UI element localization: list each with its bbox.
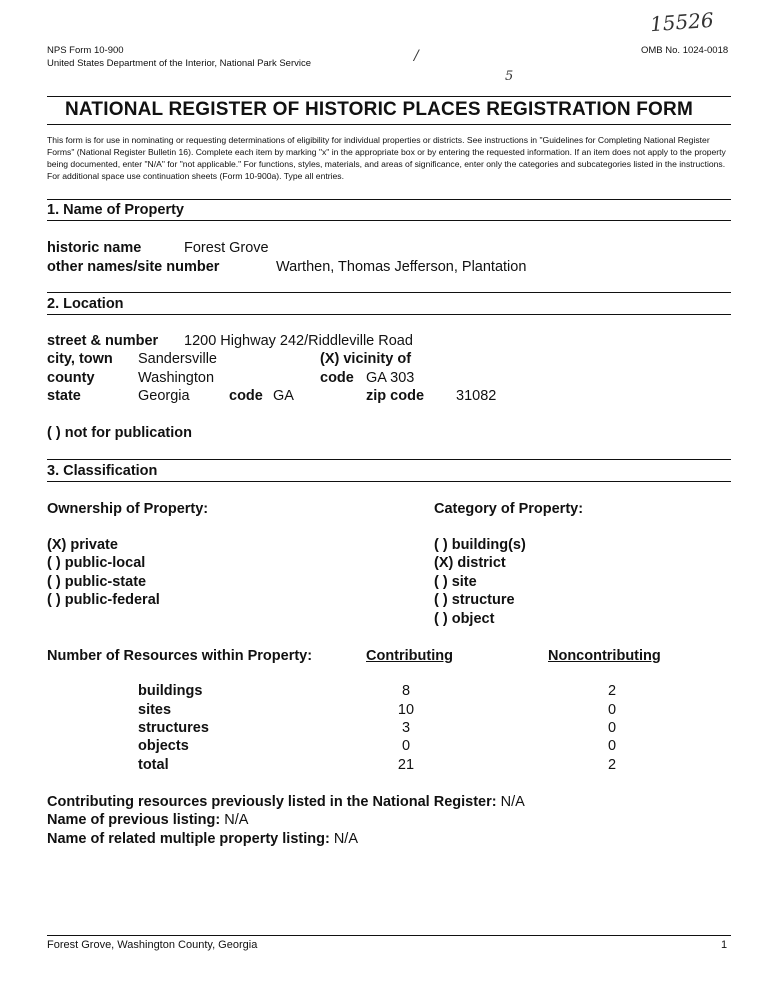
ownership-mark: (X)	[47, 537, 67, 553]
noncontributing-count: 2	[607, 757, 617, 773]
previously-listed-line	[47, 794, 525, 810]
category-heading: Category of Property:	[434, 501, 584, 517]
zip-label: zip code	[366, 388, 425, 404]
category-object	[434, 611, 494, 627]
vicinity-of: (X) vicinity of	[320, 351, 412, 367]
noncontributing-header: Noncontributing	[548, 648, 661, 664]
category-label: structure	[451, 592, 515, 608]
footer-property-name: Forest Grove, Washington County, Georgia	[47, 939, 258, 951]
previously-listed-label: Contributing resources previously listed in the National Register:	[47, 794, 497, 810]
noncontributing-count: 0	[607, 702, 617, 718]
county-label: county	[47, 370, 95, 386]
page-number: 1	[721, 939, 728, 951]
previous-listing-line	[47, 812, 248, 828]
footer-rule	[47, 935, 731, 936]
category-buildings	[434, 537, 526, 553]
category-mark: ( )	[434, 611, 448, 627]
contributing-count: 21	[397, 757, 415, 773]
form-number: NPS Form 10-900	[47, 45, 124, 56]
noncontributing-count: 0	[607, 738, 617, 754]
multiple-listing-value: N/A	[333, 831, 358, 847]
contributing-count: 3	[401, 720, 411, 736]
ownership-mark: ( )	[47, 592, 61, 608]
contributing-count: 8	[401, 683, 411, 699]
multiple-listing-label: Name of related multiple property listing:	[47, 831, 330, 847]
section3-heading: 3. Classification	[47, 463, 158, 479]
omb-number: OMB No. 1024-0018	[641, 45, 729, 56]
previous-listing-label: Name of previous listing:	[47, 812, 221, 828]
other-names-label: other names/site number	[47, 259, 220, 275]
city-label: city, town	[47, 351, 113, 367]
form-title: NATIONAL REGISTER OF HISTORIC PLACES REGISTRATION FORM	[65, 99, 693, 120]
handwritten-number: 15526	[649, 7, 715, 37]
category-label: district	[457, 555, 506, 571]
ownership-mark: ( )	[47, 555, 61, 571]
category-mark: ( )	[434, 592, 448, 608]
title-top-rule	[47, 96, 731, 97]
noncontributing-count: 2	[607, 683, 617, 699]
section3-bottom-rule	[47, 481, 731, 482]
category-mark: ( )	[434, 537, 448, 553]
section2-bottom-rule	[47, 314, 731, 315]
contributing-count: 10	[397, 702, 415, 718]
handwritten-mark: 5	[505, 69, 514, 84]
street-label: street & number	[47, 333, 159, 349]
section1-bottom-rule	[47, 220, 731, 221]
category-label: object	[451, 611, 495, 627]
section1-heading: 1. Name of Property	[47, 202, 184, 218]
category-site	[434, 574, 477, 590]
historic-name-value: Forest Grove	[184, 240, 269, 256]
resource-name: sites	[138, 702, 172, 718]
section1-top-rule	[47, 199, 731, 200]
ownership-public-local	[47, 555, 145, 571]
resource-name: total	[138, 757, 169, 773]
category-structure	[434, 592, 515, 608]
street-value: 1200 Highway 242/Riddleville Road	[184, 333, 413, 349]
ownership-heading: Ownership of Property:	[47, 501, 209, 517]
category-mark: ( )	[434, 574, 448, 590]
resource-name: objects	[138, 738, 189, 754]
zip-value: 31082	[456, 388, 497, 404]
ownership-public-state	[47, 574, 146, 590]
noncontributing-count: 0	[607, 720, 617, 736]
ownership-private	[47, 537, 118, 553]
county-value: Washington	[138, 370, 215, 386]
category-label: building(s)	[451, 537, 526, 553]
intro-text: This form is for use in nominating or requesting determinations of eligibility for individual properties or districts. See instructions in "Guidelines for Completing National Register Forms" (National Register Bulletin 16). Complete each item by marking "x" in the appropriate box or by entering the requested information. If an item does not apply to the property being documented, enter "N/A" for "not applicable." For functions, styles, materials, and areas of significance, enter only the categories and subcategories listed in the instructions. For additional space use continuation sheets (Form 10-900a). Type all entries.	[47, 135, 726, 181]
previously-listed-value: N/A	[500, 794, 525, 810]
handwritten-slash: /	[414, 48, 419, 64]
category-label: site	[451, 574, 477, 590]
category-mark: (X)	[434, 555, 454, 571]
title-bottom-rule	[47, 124, 731, 125]
section2-top-rule	[47, 292, 731, 293]
ownership-label: public-federal	[64, 592, 160, 608]
ownership-mark: ( )	[47, 574, 61, 590]
state-label: state	[47, 388, 81, 404]
multiple-listing-line	[47, 831, 358, 847]
county-code-label: code	[320, 370, 354, 386]
department-line: United States Department of the Interior, National Park Service	[47, 58, 312, 69]
contributing-count: 0	[401, 738, 411, 754]
ownership-label: public-state	[64, 574, 147, 590]
state-code-value: GA	[273, 388, 294, 404]
ownership-public-federal	[47, 592, 160, 608]
previous-listing-value: N/A	[224, 812, 249, 828]
contributing-header: Contributing	[366, 648, 453, 664]
not-for-publication: ( ) not for publication	[47, 425, 192, 441]
resource-name: structures	[138, 720, 209, 736]
state-value: Georgia	[138, 388, 190, 404]
resources-heading: Number of Resources within Property:	[47, 648, 313, 664]
historic-name-label: historic name	[47, 240, 142, 256]
city-value: Sandersville	[138, 351, 217, 367]
ownership-label: private	[70, 537, 118, 553]
county-code-value: GA 303	[366, 370, 415, 386]
category-district	[434, 555, 506, 571]
state-code-label: code	[229, 388, 263, 404]
resource-name: buildings	[138, 683, 203, 699]
other-names-value: Warthen, Thomas Jefferson, Plantation	[276, 259, 527, 275]
section2-heading: 2. Location	[47, 296, 124, 312]
ownership-label: public-local	[64, 555, 146, 571]
section3-top-rule	[47, 459, 731, 460]
